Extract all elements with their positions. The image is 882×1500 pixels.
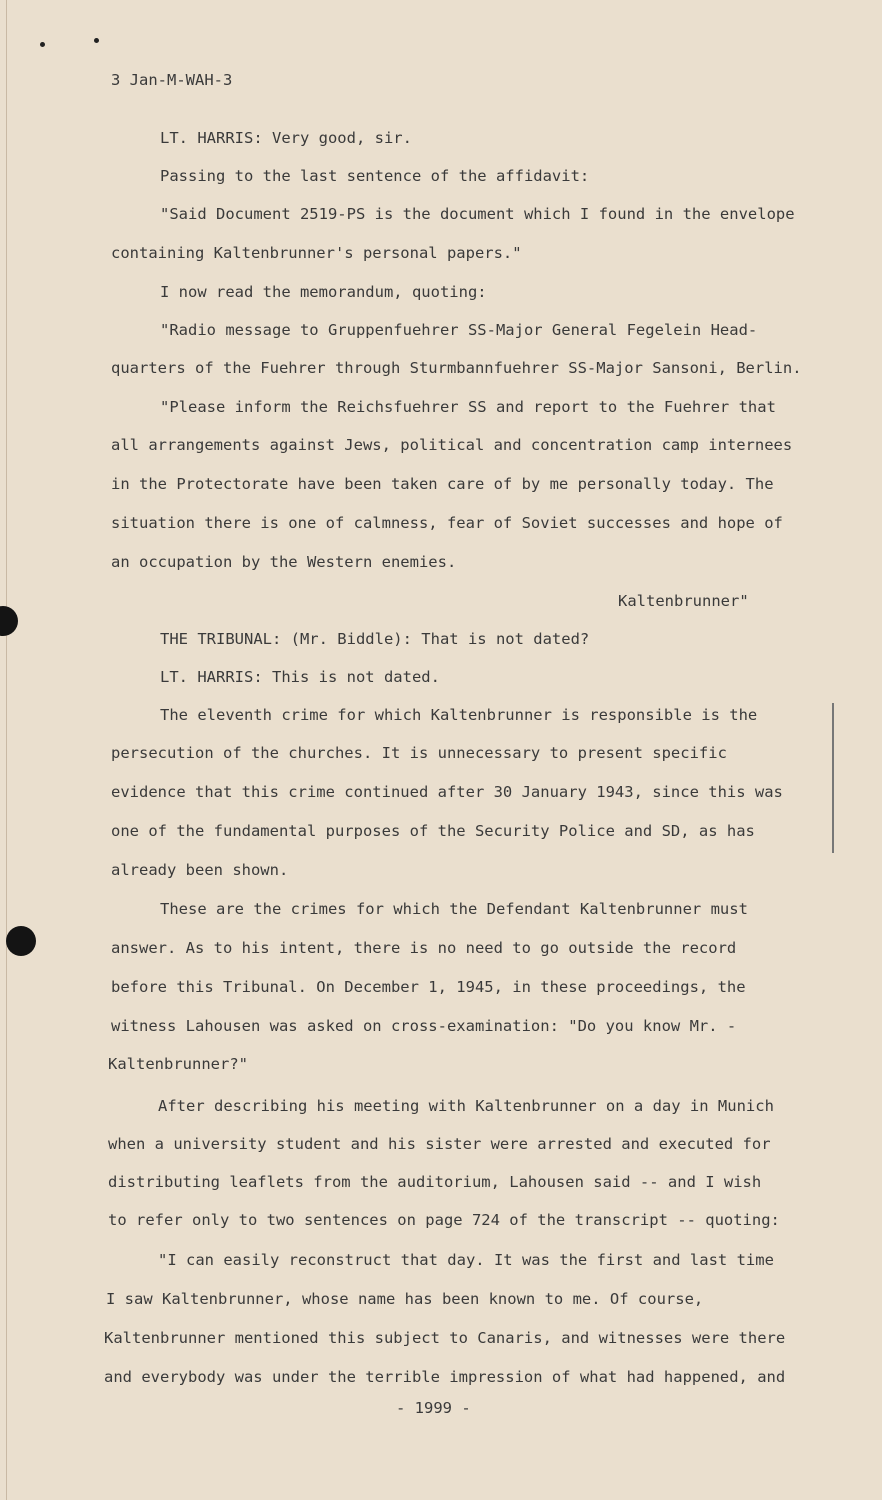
page-edge (6, 0, 7, 1500)
text-line: an occupation by the Western enemies. (111, 553, 457, 571)
text-line: These are the crimes for which the Defendant Kaltenbrunner must (160, 900, 748, 918)
text-line: After describing his meeting with Kaltenbrunner on a day in Munich (158, 1097, 774, 1115)
text-line: "I can easily reconstruct that day. It was the first and last time (158, 1251, 774, 1269)
text-line: I now read the memorandum, quoting: (160, 283, 487, 301)
margin-line (832, 703, 834, 853)
text-line: already been shown. (111, 861, 289, 879)
text-line: to refer only to two sentences on page 724 of the transcript -- quoting: (108, 1211, 780, 1229)
text-line: I saw Kaltenbrunner, whose name has been known to me. Of course, (106, 1290, 704, 1308)
ink-dot (40, 42, 45, 47)
text-line: persecution of the churches. It is unnecessary to present specific (111, 744, 727, 762)
text-line: Passing to the last sentence of the affidavit: (160, 167, 590, 185)
text-line: and everybody was under the terrible impression of what had happened, and (104, 1368, 786, 1386)
text-line: LT. HARRIS: Very good, sir. (160, 129, 412, 147)
document-reference: 3 Jan-M-WAH-3 (111, 71, 233, 89)
text-line: answer. As to his intent, there is no need to go outside the record (111, 939, 737, 957)
text-line: witness Lahousen was asked on cross-examination: "Do you know Mr. - (111, 1017, 737, 1035)
punch-hole (0, 606, 18, 636)
text-line: containing Kaltenbrunner's personal papers." (111, 244, 522, 262)
text-line: quarters of the Fuehrer through Sturmbannfuehrer SS-Major Sansoni, Berlin. (111, 359, 802, 377)
text-line: in the Protectorate have been taken care of by me personally today. The (111, 475, 774, 493)
text-line: all arrangements against Jews, political and concentration camp internees (111, 436, 793, 454)
signature-line: Kaltenbrunner" (618, 592, 749, 610)
page-number: - 1999 - (396, 1399, 471, 1417)
text-line: distributing leaflets from the auditorium, Lahousen said -- and I wish (108, 1173, 762, 1191)
text-line: one of the fundamental purposes of the Security Police and SD, as has (111, 822, 755, 840)
text-line: "Radio message to Gruppenfuehrer SS-Major General Fegelein Head- (160, 321, 758, 339)
text-line: when a university student and his sister were arrested and executed for (108, 1135, 771, 1153)
text-line: Kaltenbrunner mentioned this subject to Canaris, and witnesses were there (104, 1329, 786, 1347)
text-line: "Please inform the Reichsfuehrer SS and report to the Fuehrer that (160, 398, 776, 416)
text-line: "Said Document 2519-PS is the document which I found in the envelope (160, 205, 795, 223)
text-line: Kaltenbrunner?" (108, 1055, 248, 1073)
text-line: situation there is one of calmness, fear of Soviet successes and hope of (111, 514, 783, 532)
text-line: THE TRIBUNAL: (Mr. Biddle): That is not dated? (160, 630, 590, 648)
ink-dot (94, 38, 99, 43)
text-line: evidence that this crime continued after 30 January 1943, since this was (111, 783, 783, 801)
text-line: The eleventh crime for which Kaltenbrunner is responsible is the (160, 706, 758, 724)
punch-hole (6, 926, 36, 956)
text-line: before this Tribunal. On December 1, 1945, in these proceedings, the (111, 978, 746, 996)
text-line: LT. HARRIS: This is not dated. (160, 668, 440, 686)
